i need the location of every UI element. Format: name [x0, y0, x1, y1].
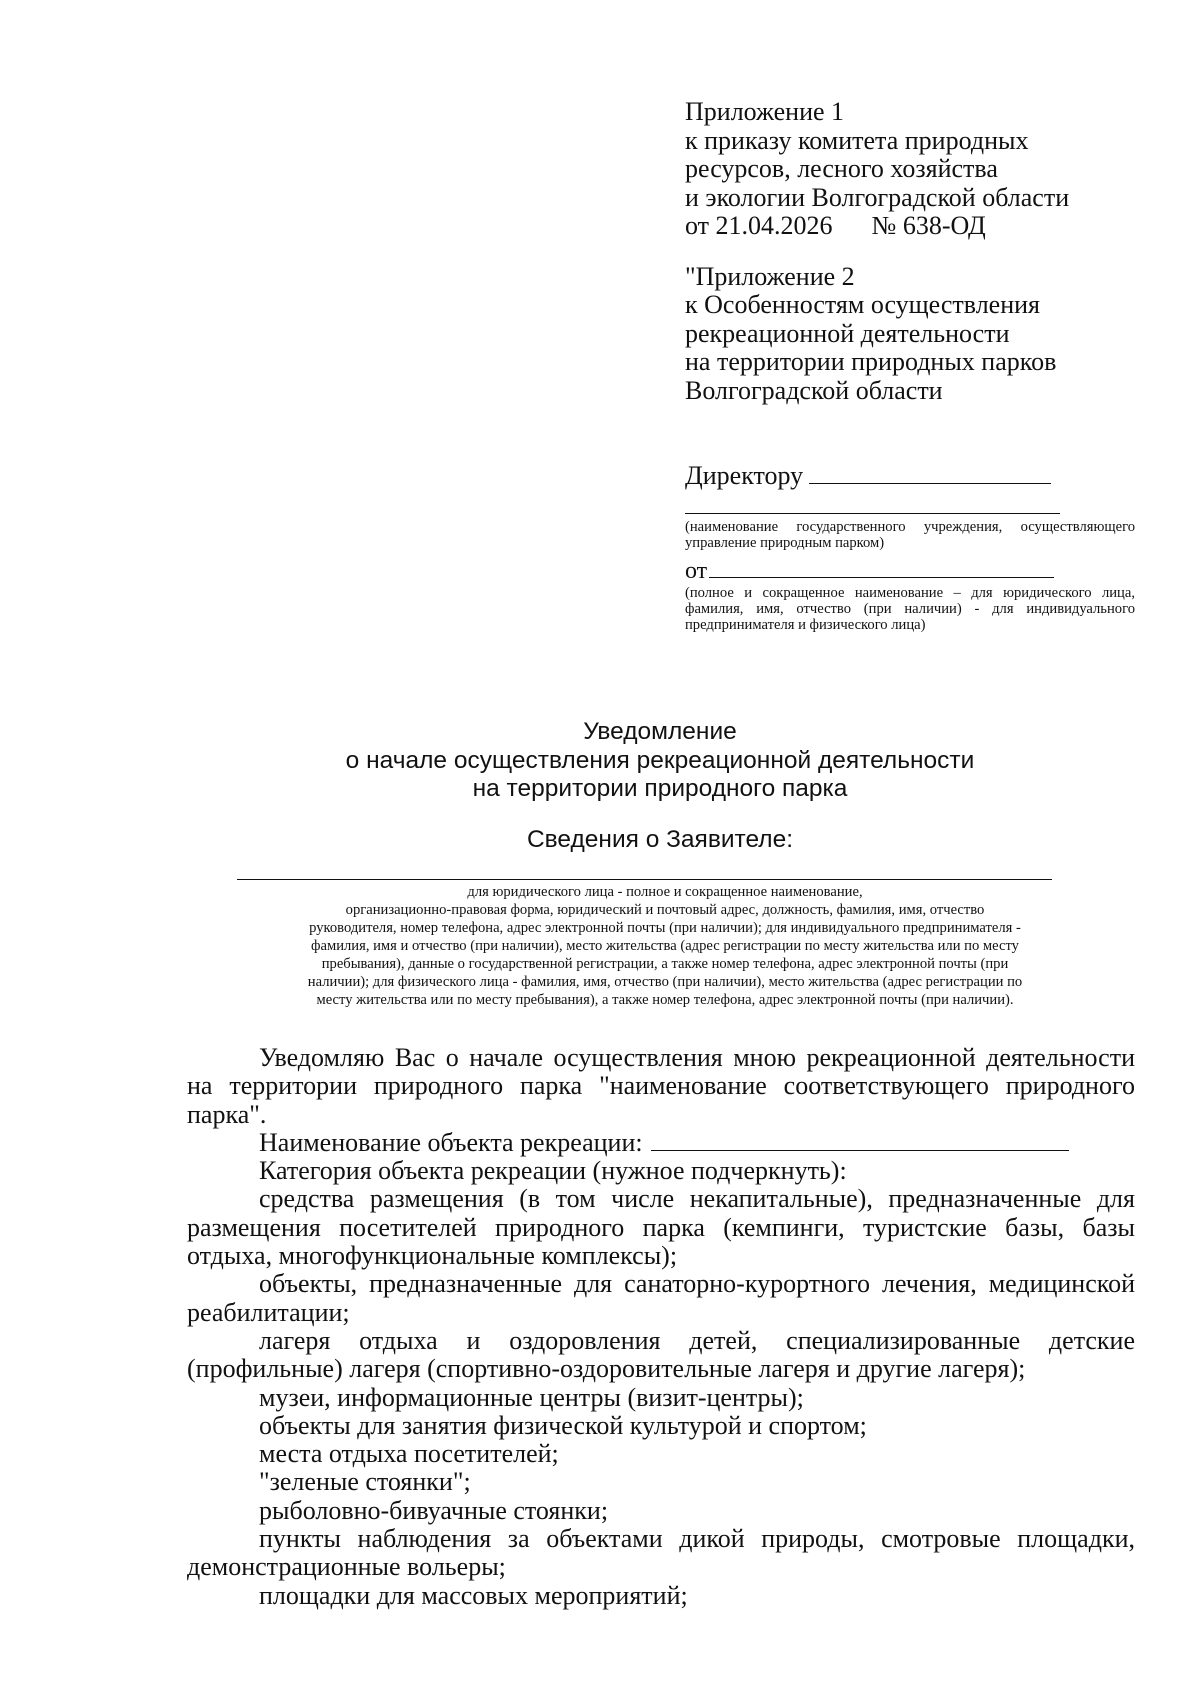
object-name-blank[interactable]: [651, 1130, 1069, 1151]
applicant-note-line: наличии); для физического лица - фамилия, имя, отчество (при наличии), место жительства (адрес регистрации по: [307, 974, 1023, 990]
appendix-1-order-number: от 21.04.2026 № 638-ОД: [685, 211, 986, 240]
director-field: [685, 461, 1135, 490]
from-note: (полное и сокращенное наименование – для юридического лица, фамилия, имя, отчество (при наличии) - для индивидуального предпринимателя и физического лица): [685, 585, 1135, 633]
appendix-2-line: рекреационной деятельности: [685, 318, 1010, 348]
institution-note: (наименование государственного учреждения, осуществляющего управление природным парком): [685, 519, 1135, 551]
applicant-note-line: руководителя, номер телефона, адрес электронной почты (при наличии); для индивидуального предпринимателя -: [309, 920, 1021, 936]
title-line: о начале осуществления рекреационной деятельности: [345, 746, 975, 774]
category-item[interactable]: объекты, предназначенные для санаторно-курортного лечения, медицинской реабилитации;: [187, 1269, 1135, 1327]
applicant-note-line: фамилия, имя и отчество (при наличии), место жительства (адрес регистрации по месту жительства или по месту: [311, 938, 1019, 954]
document-title: [220, 718, 1100, 804]
director-label: Директору: [685, 461, 804, 490]
appendix-1-line: и экологии Волгоградской области: [685, 182, 1070, 212]
intro-paragraph: Уведомляю Вас о начале осуществления мною рекреационной деятельности на территории природного парка "наименование соответствующего природного парка".: [187, 1043, 1135, 1129]
category-label: Категория объекта рекреации (нужное подчеркнуть):: [259, 1156, 847, 1186]
appendix-1-header: [685, 98, 1125, 405]
category-item[interactable]: рыболовно-бивуачные стоянки;: [259, 1495, 609, 1525]
appendix-2-line: к Особенностям осуществления: [685, 290, 1041, 319]
object-name-label: Наименование объекта рекреации:: [259, 1127, 643, 1157]
applicant-note-line: для юридического лица - полное и сокращенное наименование,: [467, 884, 863, 900]
category-item[interactable]: площадки для массовых мероприятий;: [259, 1580, 688, 1610]
category-item[interactable]: пункты наблюдения за объектами дикой природы, смотровые площадки, демонстрационные вольеры;: [187, 1524, 1135, 1582]
object-name-paragraph: [187, 1129, 1135, 1157]
appendix-1-line: к приказу комитета природных: [685, 125, 1029, 155]
notification-body: [187, 1044, 1135, 1610]
applicant-blank-line[interactable]: [237, 879, 1052, 880]
institution-blank-line[interactable]: [685, 513, 1060, 514]
appendix-2-line: "Приложение 2: [685, 261, 855, 291]
applicant-note-line: организационно-правовая форма, юридический и почтовый адрес, должность, фамилия, имя, отчество: [345, 902, 985, 918]
title-line: на территории природного парка: [472, 775, 848, 802]
applicant-note-line: месту жительства или по месту пребывания), а также номер телефона, адрес электронной почты (при наличии).: [316, 992, 1014, 1008]
category-item[interactable]: лагеря отдыха и оздоровления детей, специализированные детские (профильные) лагеря (спортивно-оздоровительные лагеря и другие лагеря);: [187, 1325, 1135, 1384]
appendix-2-line: Волгоградской области: [685, 375, 943, 405]
from-name-blank[interactable]: [709, 559, 1054, 578]
category-item[interactable]: музеи, информационные центры (визит-центры);: [259, 1382, 804, 1412]
appendix-1-line: ресурсов, лесного хозяйства: [685, 154, 998, 183]
category-item[interactable]: "зеленые стоянки";: [259, 1467, 471, 1497]
appendix-2-line: на территории природных парков: [685, 347, 1057, 376]
category-item[interactable]: средства размещения (в том числе некапитальные), предназначенные для размещения посетителей природного парка (кемпинги, туристские базы, базы отдыха, многофункциональные комплексы);: [187, 1184, 1135, 1271]
appendix-1-line: Приложение 1: [685, 97, 845, 126]
applicant-note: [200, 883, 1130, 1009]
from-label: от: [685, 558, 708, 584]
category-item[interactable]: объекты для занятия физической культурой и спортом;: [259, 1410, 867, 1440]
applicant-note-line: пребывания), данные о государственной регистрации, а также номер телефона, адрес электронной почты (при: [321, 956, 1009, 972]
title-line: Уведомление: [583, 718, 737, 745]
from-field: [685, 558, 1054, 584]
category-item[interactable]: места отдыха посетителей;: [259, 1439, 559, 1469]
applicant-heading: Сведения о Заявителе:: [526, 826, 794, 853]
director-name-blank[interactable]: [809, 461, 1051, 484]
